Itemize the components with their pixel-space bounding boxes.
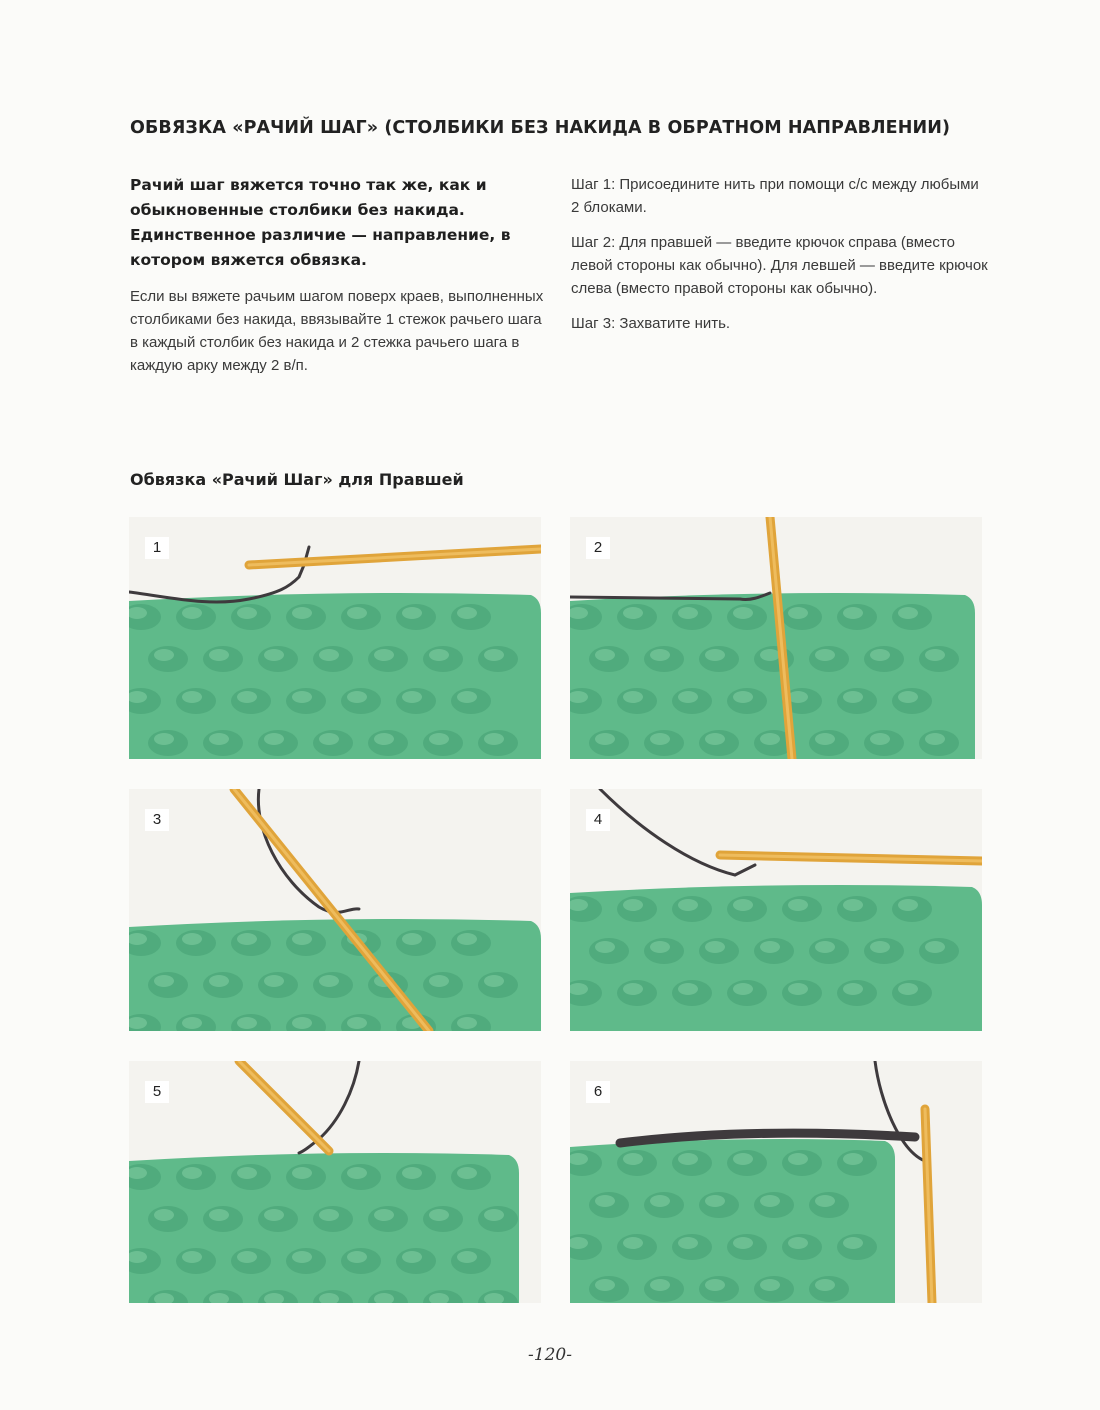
section-title: Обвязка «Рачий Шаг» для Правшей [130, 470, 464, 489]
step-photo-5 [129, 1061, 541, 1303]
right-column [571, 173, 991, 347]
step-3: Шаг 3: Захватите нить. [571, 315, 731, 332]
left-column [130, 173, 548, 377]
page-number: -120- [528, 1345, 572, 1365]
page-title: ОБВЯЗКА «РАЧИЙ ШАГ» (СТОЛБИКИ БЕЗ НАКИДА В ОБРАТНОМ НАПРАВЛЕНИИ) [130, 118, 951, 138]
crochet-illustration [570, 1061, 982, 1303]
photo-number: 1 [145, 537, 169, 559]
crochet-illustration [129, 789, 541, 1031]
body-text: Если вы вяжете рачьим шагом поверх краев, выполненных столбиками без накида, ввязывайте 1 стежок рачьего шага в каждый столбик без накида и 2 стежка рачьего шага в каждую арку между 2 в/п. [130, 288, 544, 374]
intro-text: Рачий шаг вяжется точно так же, как и обыкновенные столбики без накида. Единственное различие — направление, в котором вяжется обвязка. [130, 176, 511, 269]
photo-number: 6 [586, 1081, 610, 1103]
step-photo-1 [129, 517, 541, 759]
crochet-illustration [570, 517, 982, 759]
crochet-illustration [129, 1061, 541, 1303]
photo-number: 2 [586, 537, 610, 559]
step-photo-4 [570, 789, 982, 1031]
step-2: Шаг 2: Для правшей — введите крючок справа (вместо левой стороны как обычно). Для левшей — введите крючок слева (вместо правой стороны как обычно). [571, 234, 988, 297]
photo-number: 4 [586, 809, 610, 831]
crochet-illustration [129, 517, 541, 759]
photo-number: 3 [145, 809, 169, 831]
crochet-illustration [570, 789, 982, 1031]
step-1: Шаг 1: Присоедините нить при помощи с/с между любыми 2 блоками. [571, 176, 979, 216]
photo-number: 5 [145, 1081, 169, 1103]
step-photo-2 [570, 517, 982, 759]
step-photo-3 [129, 789, 541, 1031]
step-photo-6 [570, 1061, 982, 1303]
